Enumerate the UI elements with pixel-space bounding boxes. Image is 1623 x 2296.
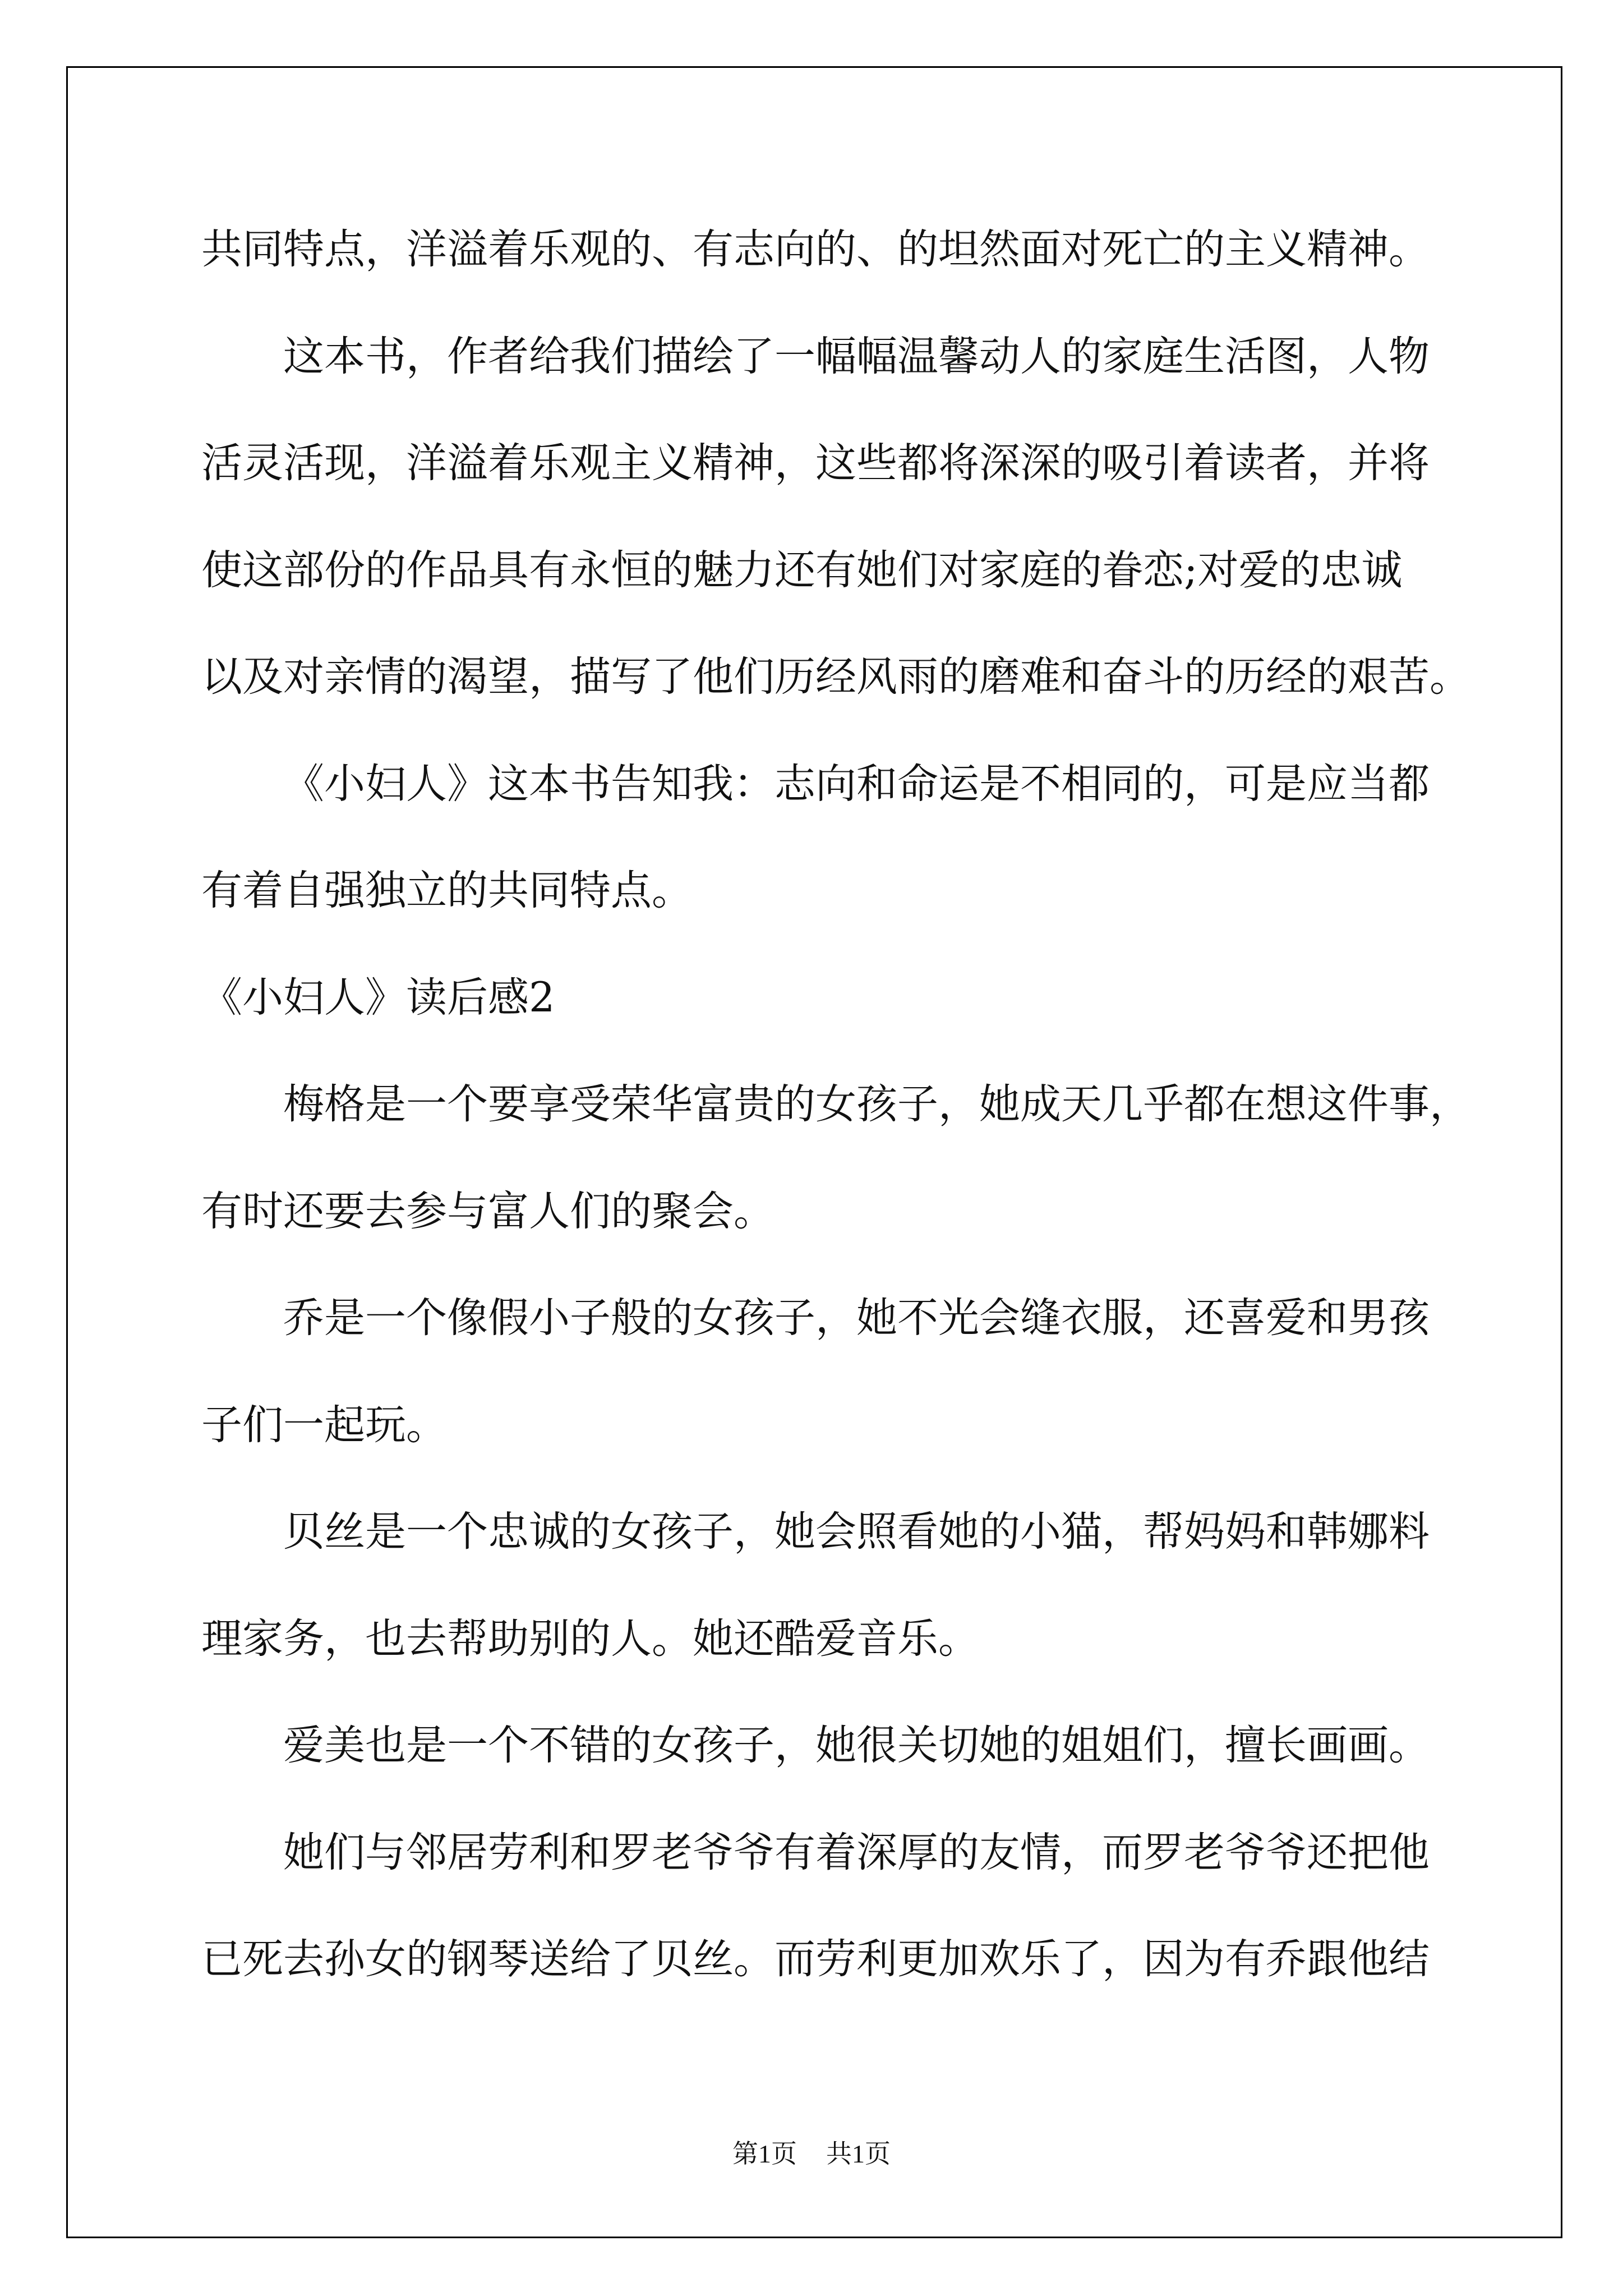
paragraph bbox=[201, 1800, 1435, 2013]
text-line: 以及对亲情的渴望，描写了他们历经风雨的磨难和奋斗的历经的艰苦。 bbox=[201, 653, 1470, 701]
paragraph bbox=[201, 1692, 1435, 1800]
text-line: 活灵活现，洋溢着乐观主义精神，这些都将深深的吸引着读者，并将 bbox=[201, 439, 1430, 487]
page-footer bbox=[0, 2137, 1623, 2171]
text-line: 理家务，也去帮助别的人。她还酷爱音乐。 bbox=[201, 1614, 979, 1663]
document-body bbox=[201, 196, 1470, 2013]
text-line: 爱美也是一个不错的女孩子，她很关切她的姐姐们，擅长画画。 bbox=[283, 1722, 1430, 1769]
text-line: 乔是一个像假小子般的女孩子，她不光会缝衣服，还喜爱和男孩 bbox=[283, 1294, 1430, 1342]
section-heading: 《小妇人》读后感2 bbox=[201, 973, 555, 1022]
text-line: 使这部份的作品具有永恒的魅力还有她们对家庭的眷恋;对爱的忠诚 bbox=[201, 546, 1403, 594]
text-line: 子们一起玩。 bbox=[201, 1401, 447, 1449]
page-number: 第1页 bbox=[732, 2139, 797, 2168]
paragraph bbox=[201, 196, 1435, 303]
paragraph bbox=[201, 1265, 1435, 1479]
text-line: 贝丝是一个忠诚的女孩子，她会照看她的小猫，帮妈妈和韩娜料 bbox=[283, 1508, 1430, 1556]
text-line: 已死去孙女的钢琴送给了贝丝。而劳利更加欢乐了，因为有乔跟他结 bbox=[201, 1935, 1430, 1983]
text-line: 有时还要去参与富人们的聚会。 bbox=[201, 1187, 774, 1235]
page-total: 共1页 bbox=[826, 2139, 891, 2168]
paragraph bbox=[201, 1479, 1435, 1692]
paragraph bbox=[201, 303, 1470, 731]
text-line: 这本书，作者给我们描绘了一幅幅温馨动人的家庭生活图，人物 bbox=[283, 332, 1430, 380]
text-line: 《小妇人》这本书告知我：志向和命运是不相同的，可是应当都 bbox=[283, 760, 1430, 808]
text-line: 共同特点，洋溢着乐观的、有志向的、的坦然面对死亡的主义精神。 bbox=[201, 226, 1430, 273]
text-line: 梅格是一个要享受荣华富贵的女孩子，她成天几乎都在想这件事， bbox=[283, 1080, 1470, 1128]
paragraph bbox=[201, 731, 1435, 945]
text-line: 她们与邻居劳利和罗老爷爷有着深厚的友情，而罗老爷爷还把他 bbox=[283, 1828, 1430, 1876]
text-line: 有着自强独立的共同特点。 bbox=[201, 867, 693, 914]
paragraph bbox=[201, 1051, 1470, 1265]
